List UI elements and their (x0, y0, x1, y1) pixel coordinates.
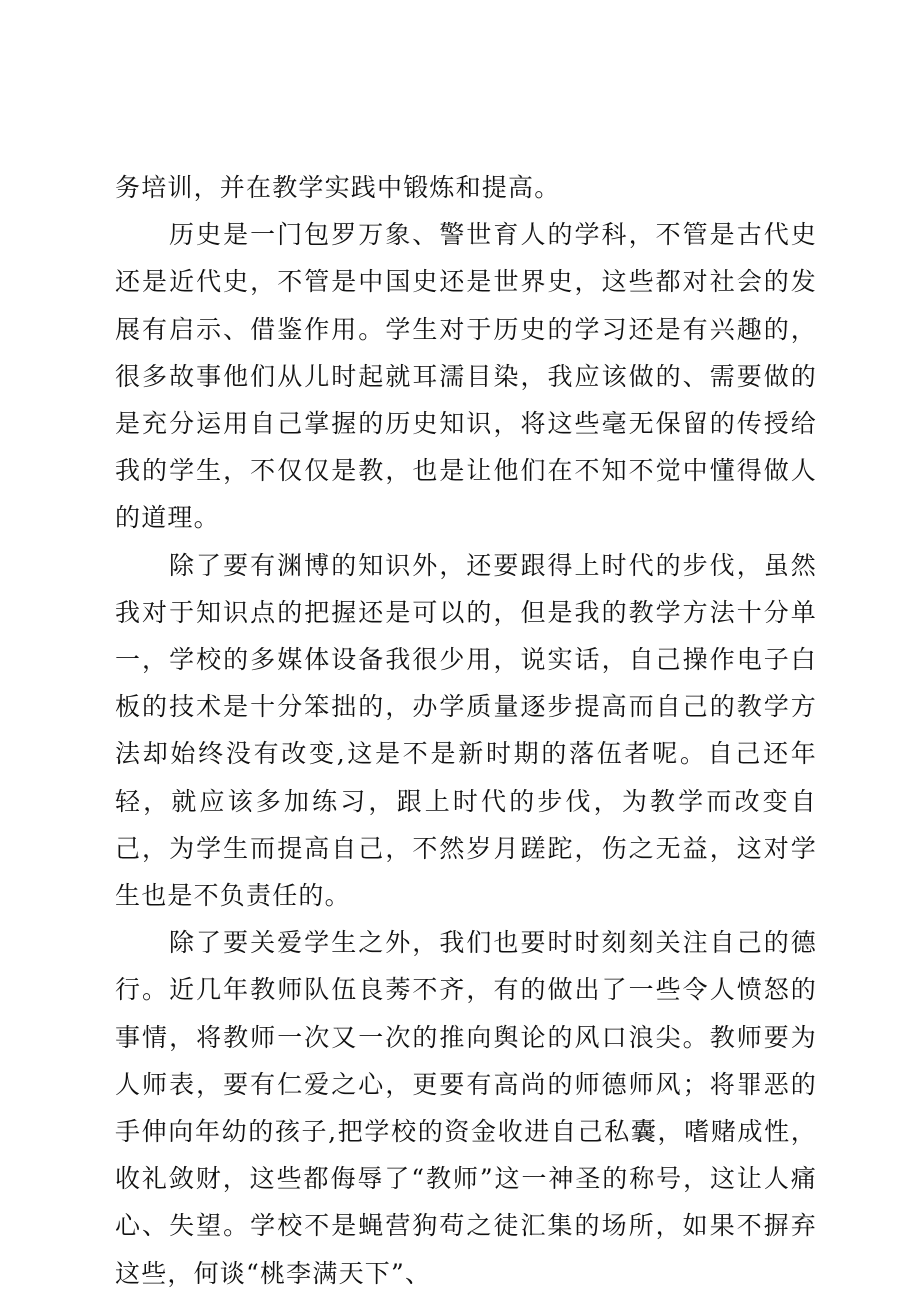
paragraph-teaching-methods: 除了要有渊博的知识外，还要跟得上时代的步伐，虽然我对于知识点的把握还是可以的，但是我的教学方法十分单一，学校的多媒体设备我很少用，说实话，自己操作电子白板的技术是十分笨拙的，办学质量逐步提高而自己的教学方法却始终没有改变,这是不是新时期的落伍者呢。自己还年轻，就应该多加练习，跟上时代的步伐，为教学而改变自己，为学生而提高自己，不然岁月蹉跎，伤之无益，这对学生也是不负责任的。 (115, 550, 817, 911)
document-body (115, 164, 817, 1297)
paragraph-continuation: 务培训，并在教学实践中锻炼和提高。 (115, 173, 561, 202)
paragraph-history-subject: 历史是一门包罗万象、警世育人的学科，不管是古代史还是近代史，不管是中国史还是世界史，这些都对社会的发展有启示、借鉴作用。学生对于历史的学习还是有兴趣的，很多故事他们从儿时起就耳濡目染，我应该做的、需要做的是充分运用自己掌握的历史知识，将这些毫无保留的传授给我的学生，不仅仅是教，也是让他们在不知不觉中懂得做人的道理。 (115, 220, 817, 533)
paragraph-teacher-ethics: 除了要关爱学生之外，我们也要时时刻刻关注自己的德行。近几年教师队伍良莠不齐，有的做出了一些令人愤怒的事情，将教师一次又一次的推向舆论的风口浪尖。教师要为人师表，要有仁爱之心，更要有高尚的师德师风；将罪恶的手伸向年幼的孩子,把学校的资金收进自己私囊，嗜赌成性，收礼敛财，这些都侮辱了“教师”这一神圣的称号，这让人痛心、失望。学校不是蝇营狗苟之徒汇集的场所，如果不摒弃这些，何谈“桃李满天下”、 (115, 928, 817, 1288)
